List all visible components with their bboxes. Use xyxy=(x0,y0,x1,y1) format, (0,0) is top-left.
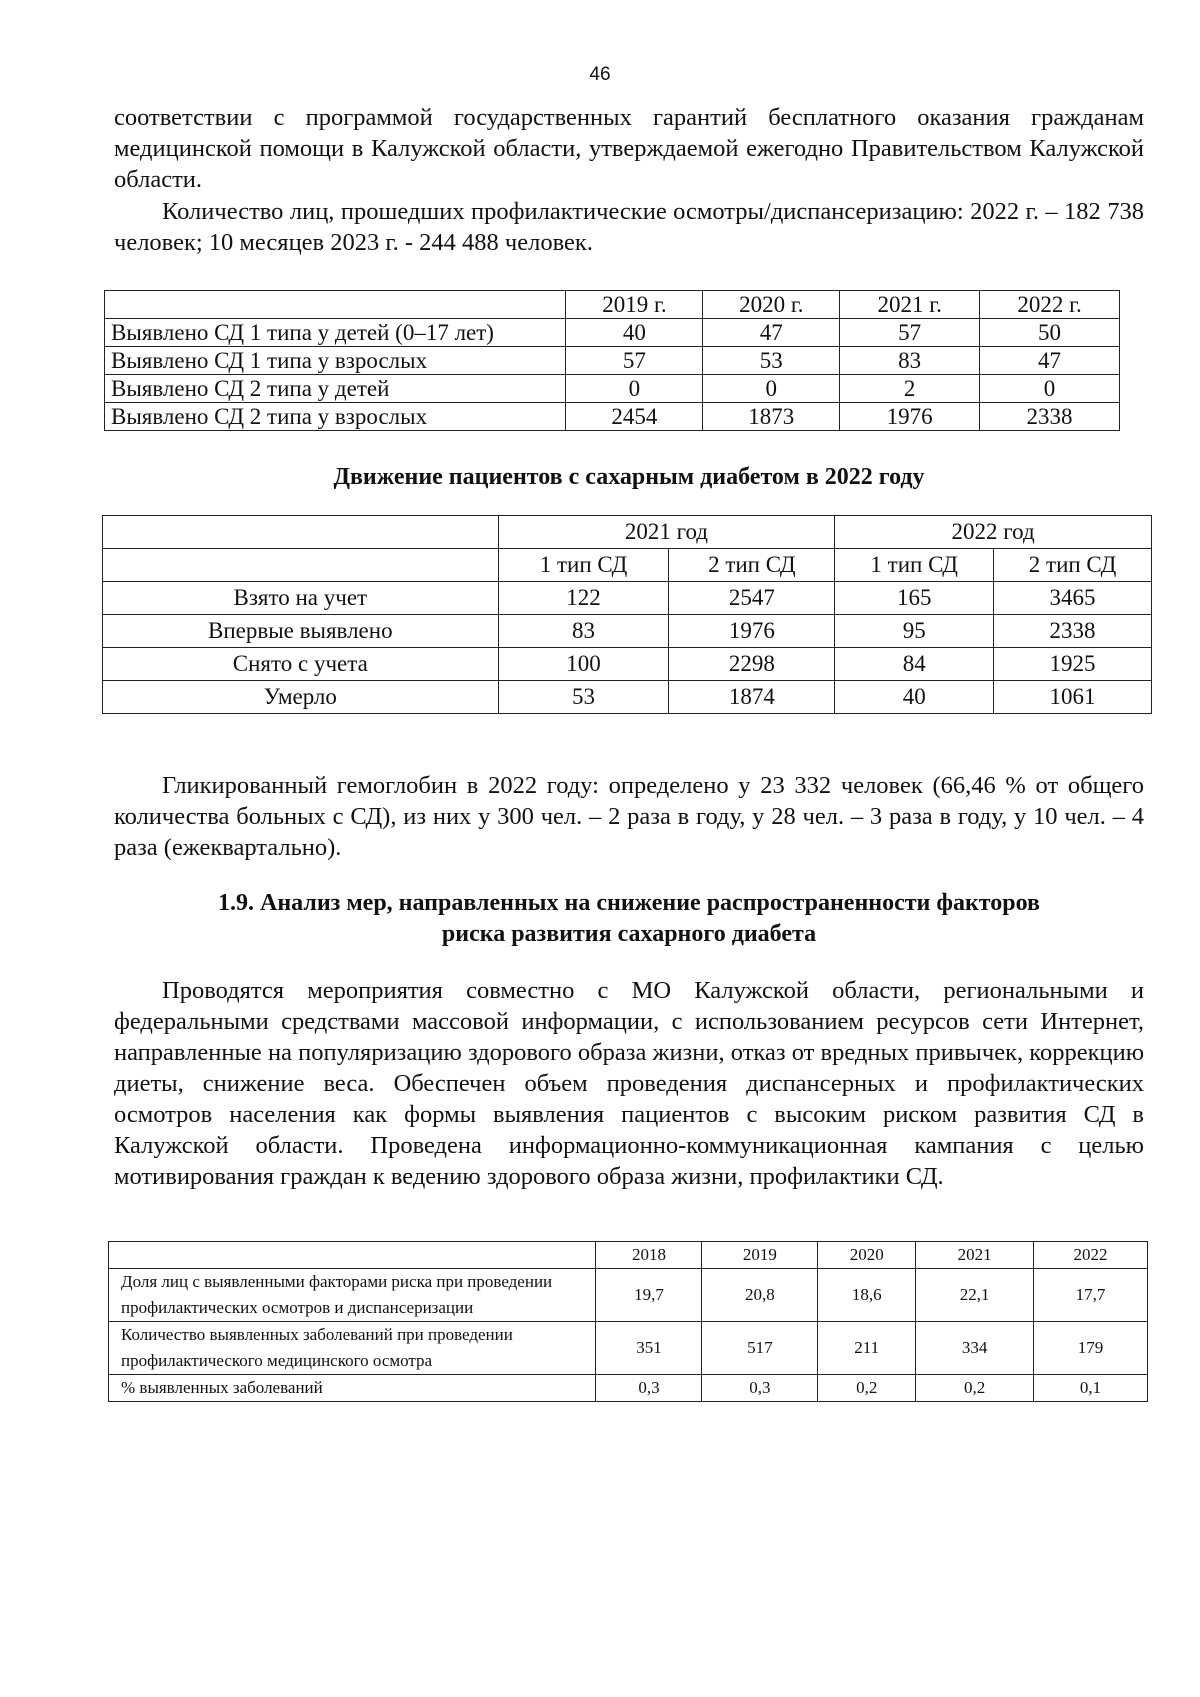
table-title: Движение пациентов с сахарным диабетом в 2022 году xyxy=(333,464,925,490)
table-cell: 0,2 xyxy=(818,1375,916,1402)
table-header-cell: 2 тип СД xyxy=(669,549,835,582)
paragraph-prevention-measures: Проводятся мероприятия совместно с МО Калужской области, региональными и федеральными средствами массовой информации, с использованием ресурсов сети Интернет, направленные на популяризацию здорового образа жизни, отказ от вредных привычек, коррекцию диеты, снижение веса. Обеспечен объем проведения диспансерных и профилактических осмотров населения как формы выявления пациентов с высоким риском развития СД в Калужской области. Проведена информационно-коммуникационная кампания с целью мотивирования граждан к ведению здорового образа жизни, профилактики СД. xyxy=(114,977,1144,1190)
row-label: Доля лиц с выявленными факторами риска при проведении профилактических осмотров и диспансеризации xyxy=(109,1269,596,1322)
table-row xyxy=(105,403,1120,431)
table-cell: 3465 xyxy=(994,582,1152,615)
table-cell: 18,6 xyxy=(818,1269,916,1322)
table-cell: 1873 xyxy=(703,403,840,431)
table-cell: 95 xyxy=(835,615,994,648)
table-cell: 17,7 xyxy=(1034,1269,1148,1322)
table-cell: 0,3 xyxy=(702,1375,818,1402)
table-cell: 1976 xyxy=(840,403,980,431)
table-row xyxy=(105,319,1120,347)
paragraph-continuation: соответствии с программой государственных гарантий бесплатного оказания гражданам медицинской помощи в Калужской области, утверждаемой ежегодно Правительством Калужской области. xyxy=(114,104,1144,193)
risk-factors-table xyxy=(108,1241,1148,1402)
table-header-cell: 2019 xyxy=(702,1242,818,1269)
row-label: Выявлено СД 1 типа у детей (0–17 лет) xyxy=(105,319,566,347)
table-row xyxy=(103,681,1152,714)
table-row xyxy=(109,1375,1148,1402)
table-cell: 53 xyxy=(703,347,840,375)
table-cell: 1976 xyxy=(669,615,835,648)
table-cell: 20,8 xyxy=(702,1269,818,1322)
table-header-cell xyxy=(103,516,499,549)
section-heading-line-1: 1.9. Анализ мер, направленных на снижение распространенности факторов xyxy=(218,890,1040,916)
row-label: Выявлено СД 1 типа у взрослых xyxy=(105,347,566,375)
table-cell: 0,3 xyxy=(596,1375,702,1402)
table-header-cell: 2022 год xyxy=(835,516,1152,549)
table-header-cell: 2022 xyxy=(1034,1242,1148,1269)
table-header-row xyxy=(103,516,1152,549)
table-header-row xyxy=(109,1242,1148,1269)
table-cell: 1925 xyxy=(994,648,1152,681)
table-cell: 211 xyxy=(818,1322,916,1375)
table-cell: 2338 xyxy=(994,615,1152,648)
table-cell: 334 xyxy=(916,1322,1034,1375)
table-cell: 0 xyxy=(566,375,703,403)
paragraph-glycated-hemoglobin: Гликированный гемоглобин в 2022 году: определено у 23 332 человек (66,46 % от общего количества больных с СД), из них у 300 чел. – 2 раза в году, у 28 чел. – 3 раза в году, у 10 чел. – 4 раза (ежеквартально). xyxy=(114,772,1144,861)
table-header-cell: 1 тип СД xyxy=(498,549,669,582)
table-cell: 2298 xyxy=(669,648,835,681)
table-cell: 0,2 xyxy=(916,1375,1034,1402)
section-heading-line-2: риска развития сахарного диабета xyxy=(441,921,817,947)
table-cell: 2 xyxy=(840,375,980,403)
table-header-cell: 2021 г. xyxy=(840,291,980,319)
table-cell: 19,7 xyxy=(596,1269,702,1322)
table-cell: 122 xyxy=(498,582,669,615)
table-cell: 50 xyxy=(980,319,1120,347)
table-cell: 83 xyxy=(498,615,669,648)
table-cell: 2547 xyxy=(669,582,835,615)
table-header-cell xyxy=(109,1242,596,1269)
table-header-cell xyxy=(103,549,499,582)
table-cell: 351 xyxy=(596,1322,702,1375)
table-header-cell: 2 тип СД xyxy=(994,549,1152,582)
table-header-cell: 2021 год xyxy=(498,516,835,549)
table-row xyxy=(105,347,1120,375)
table-cell: 40 xyxy=(835,681,994,714)
paragraph-checkups-count: Количество лиц, прошедших профилактические осмотры/диспансеризацию: 2022 г. – 182 738 человек; 10 месяцев 2023 г. - 244 488 человек. xyxy=(114,198,1144,256)
table-header-cell: 2018 xyxy=(596,1242,702,1269)
table-row xyxy=(103,582,1152,615)
table-cell: 57 xyxy=(566,347,703,375)
table-cell: 517 xyxy=(702,1322,818,1375)
table-cell: 165 xyxy=(835,582,994,615)
table-header-cell: 2022 г. xyxy=(980,291,1120,319)
row-label: Выявлено СД 2 типа у взрослых xyxy=(105,403,566,431)
table-cell: 47 xyxy=(703,319,840,347)
table-header-cell: 2019 г. xyxy=(566,291,703,319)
row-label: Впервые выявлено xyxy=(103,615,499,648)
table-row xyxy=(105,375,1120,403)
table-cell: 2338 xyxy=(980,403,1120,431)
table-cell: 22,1 xyxy=(916,1269,1034,1322)
row-label: Количество выявленных заболеваний при проведении профилактического медицинского осмотра xyxy=(109,1322,596,1375)
table-row xyxy=(103,615,1152,648)
row-label: Взято на учет xyxy=(103,582,499,615)
table-cell: 1061 xyxy=(994,681,1152,714)
table-header-cell: 2020 xyxy=(818,1242,916,1269)
table-row xyxy=(109,1269,1148,1322)
table-header-cell: 2021 xyxy=(916,1242,1034,1269)
table-cell: 0 xyxy=(703,375,840,403)
page-number: 46 xyxy=(589,64,611,85)
table-cell: 2454 xyxy=(566,403,703,431)
table-cell: 179 xyxy=(1034,1322,1148,1375)
table-header-cell xyxy=(105,291,566,319)
table-header-row xyxy=(105,291,1120,319)
table-row xyxy=(103,648,1152,681)
table-cell: 83 xyxy=(840,347,980,375)
row-label: % выявленных заболеваний xyxy=(109,1375,596,1402)
table-cell: 40 xyxy=(566,319,703,347)
row-label: Выявлено СД 2 типа у детей xyxy=(105,375,566,403)
table-cell: 100 xyxy=(498,648,669,681)
row-label: Умерло xyxy=(103,681,499,714)
row-label: Снято с учета xyxy=(103,648,499,681)
table-cell: 1874 xyxy=(669,681,835,714)
patient-movement-table xyxy=(102,515,1152,714)
table-row xyxy=(109,1322,1148,1375)
table-cell: 84 xyxy=(835,648,994,681)
table-header-cell: 2020 г. xyxy=(703,291,840,319)
table-header-cell: 1 тип СД xyxy=(835,549,994,582)
table-cell: 53 xyxy=(498,681,669,714)
table-cell: 47 xyxy=(980,347,1120,375)
table-header-row xyxy=(103,549,1152,582)
table-cell: 57 xyxy=(840,319,980,347)
table-cell: 0,1 xyxy=(1034,1375,1148,1402)
diabetes-detection-table xyxy=(104,290,1120,431)
table-cell: 0 xyxy=(980,375,1120,403)
